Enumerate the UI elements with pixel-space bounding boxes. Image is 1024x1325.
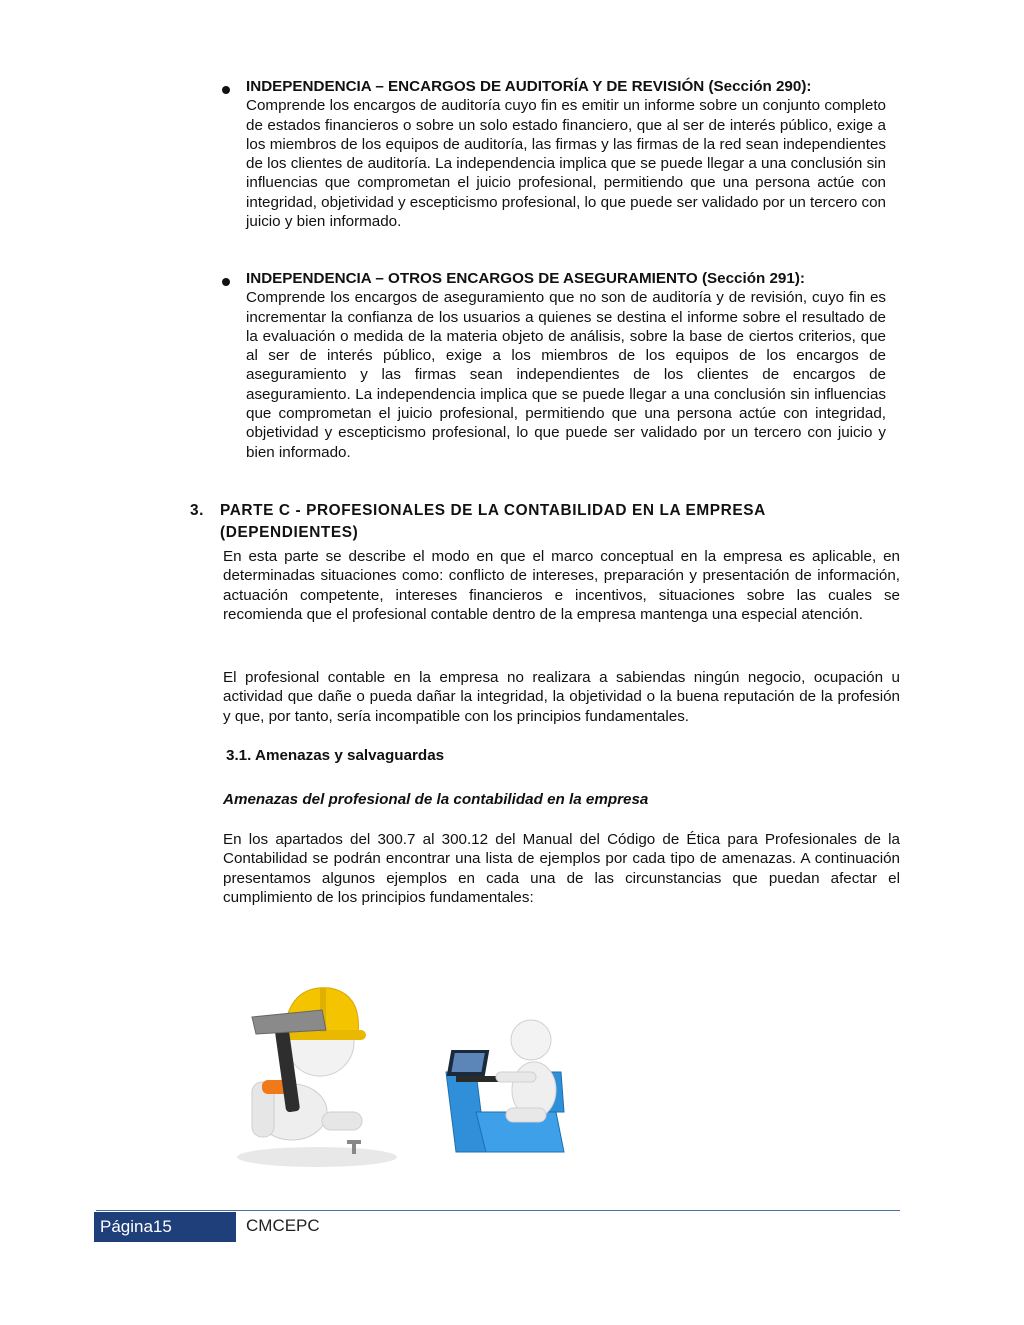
section-heading	[190, 500, 850, 544]
worker-with-hammer-illustration	[222, 962, 402, 1172]
bullet-item-seccion-291	[246, 269, 886, 462]
section-title: PARTE C - PROFESIONALES DE LA CONTABILIDAD EN LA EMPRESA (DEPENDIENTES)	[220, 502, 766, 541]
subsection-italic-title: Amenazas del profesional de la contabilidad en la empresa	[223, 791, 649, 808]
section-number: 3.	[190, 502, 205, 519]
footer-rule	[96, 1210, 900, 1211]
section-paragraph-2: El profesional contable en la empresa no realizara a sabiendas ningún negocio, ocupación u actividad que dañe o pueda dañar la integridad, la objetividad o la buena reputación de la profesión y que, por tanto, sería incompatible con los principios fundamentales.	[223, 669, 900, 725]
person-at-laptop-illustration	[436, 1012, 576, 1162]
bullet-dot	[222, 86, 230, 94]
bullet-body: Comprende los encargos de aseguramiento que no son de auditoría y de revisión, cuyo fin es incrementar la confianza de los usuarios a quienes se destina el informe sobre el resultado de la evaluación o medida de la materia objeto de análisis, sobre la base de ciertos criterios, que al ser de interés público, exige a los miembros de los equipos de los encargos de aseguramiento y las firmas sean independientes de los clientes de encargos de aseguramiento. La independencia implica que se puede llegar a una conclusión sin influencias que comprometan el juicio profesional, permitiendo que una persona actúe con integridad, objetividad y escepticismo profesional, lo que puede ser validado por un tercero con juicio y bien informado.	[246, 289, 886, 461]
subsection-paragraph: En los apartados del 300.7 al 300.12 del Manual del Código de Ética para Profesionales de la Contabilidad se podrán encontrar una lista de ejemplos por cada tipo de amenazas. A continuación presentamos algunos ejemplos en cada una de las circunstancias que puedan afectar el cumplimiento de los principios fundamentales:	[223, 831, 900, 906]
bullet-dot	[222, 278, 230, 286]
bullet-title: INDEPENDENCIA – OTROS ENCARGOS DE ASEGURAMIENTO (Sección 291):	[246, 270, 805, 287]
bullet-body: Comprende los encargos de auditoría cuyo fin es emitir un informe sobre un conjunto completo de estados financieros o sobre un solo estado financiero, que al ser de interés público, exige a los miembros de los equipos de auditoría, las firmas y las firmas de la red sean independientes de los clientes de auditoría. La independencia implica que se puede llegar a una conclusión sin influencias que comprometan el juicio profesional, permitiendo que una persona actúe con integridad, objetividad y escepticismo profesional, lo que puede ser validado por un tercero con juicio y bien informado.	[246, 97, 886, 231]
footer-organization: CMCEPC	[246, 1216, 320, 1235]
footer-page-number: Página15	[94, 1212, 236, 1242]
subsection-title: 3.1. Amenazas y salvaguardas	[226, 747, 445, 764]
bullet-item-seccion-290	[246, 77, 886, 231]
section-paragraph-1: En esta parte se describe el modo en que el marco conceptual en la empresa es aplicable, en determinadas situaciones como: conflicto de intereses, preparación y presentación de información, actuación competente, intereses financieros e incentivos, situaciones sobre las cuales se recomienda que el profesional contable dentro de la empresa mantenga una especial atención.	[223, 548, 900, 623]
bullet-title: INDEPENDENCIA – ENCARGOS DE AUDITORÍA Y DE REVISIÓN (Sección 290):	[246, 78, 812, 95]
